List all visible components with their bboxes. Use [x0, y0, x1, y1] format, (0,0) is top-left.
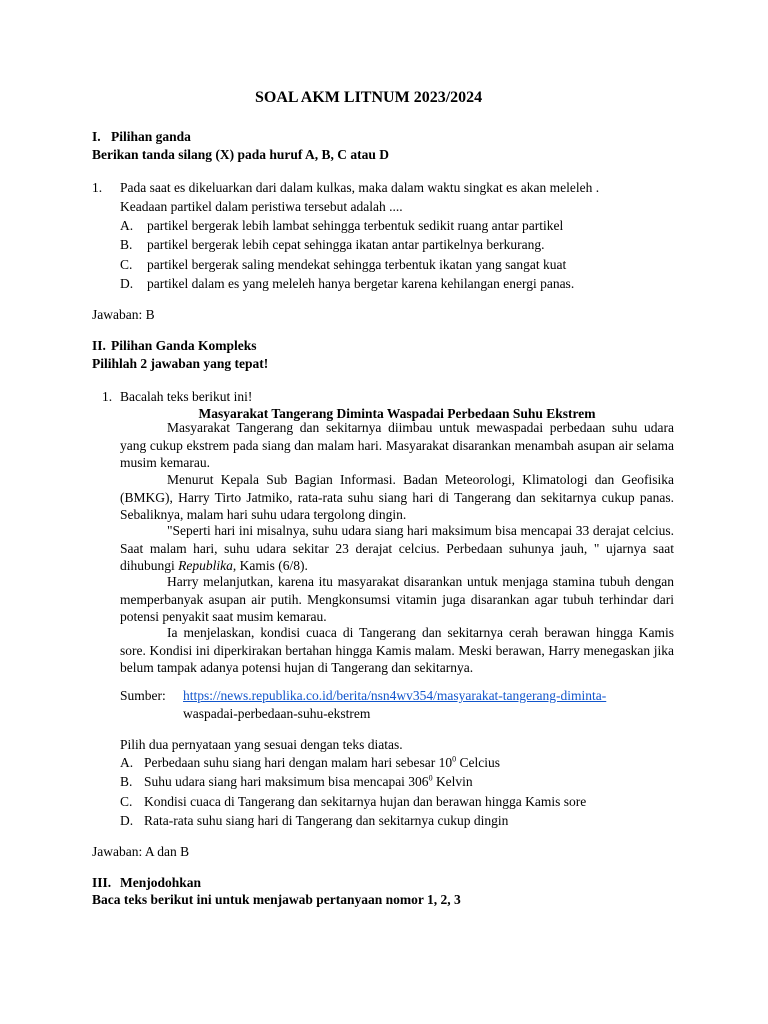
s2-option-b-unit: Kelvin [432, 774, 473, 789]
article-paragraph-3 [120, 522, 674, 575]
section2-number: II. [92, 338, 106, 353]
s1-option-d-text: partikel dalam es yang meleleh hanya bergetar karena kehilangan energi panas. [147, 276, 575, 291]
s2-option-c-letter: C. [120, 794, 133, 809]
s1-option-b-letter: B. [120, 237, 133, 252]
article-paragraph-3-text: "Seperti hari ini misalnya, suhu udara siang hari maksimum bisa mencapai 33 derajat celcius. Saat malam hari, suhu udara sekitar 23 derajat celcius. Perbedaan suhunya jauh, " ujarnya saat dihubungi [120, 523, 674, 573]
s2-option-a-main: Perbedaan suhu siang hari dengan malam hari sebesar 10 [144, 755, 453, 770]
s2-option-c-text: Kondisi cuaca di Tangerang dan sekitarnya hujan dan berawan hingga Kamis sore [144, 794, 587, 809]
s2-option-a-unit: Celcius [456, 755, 501, 770]
s2-option-a-letter: A. [120, 755, 134, 770]
article-paragraph-2: Menurut Kepala Sub Bagian Informasi. Badan Meteorologi, Klimatologi dan Geofisika (BMKG), Harry Tirto Jatmiko, rata-rata suhu siang hari di Tangerang dan sekitarnya cukup panas. Sebaliknya, malam hari suhu udara tergolong dingin. [120, 472, 674, 522]
s2-option-d-letter: D. [120, 813, 134, 828]
s1-answer: Jawaban: B [92, 307, 155, 322]
s2-question-number: 1. [102, 389, 113, 404]
s1-option-c-letter: C. [120, 257, 133, 272]
s2-question-intro: Bacalah teks berikut ini! [120, 389, 253, 404]
section1-instruction: Berikan tanda silang (X) pada huruf A, B, C atau D [92, 147, 390, 162]
s2-option-a-text [144, 753, 500, 772]
s1-question-line2: Keadaan partikel dalam peristiwa tersebut adalah .... [120, 199, 403, 214]
article-paragraph-4: Harry melanjutkan, karena itu masyarakat disarankan untuk menjaga stamina tubuh dengan memperbanyak asupan air putih. Mengkonsumsi vitamin juga disarankan agar tubuh terhindar dari potensi penyakit saat musim kemarau. [120, 574, 674, 624]
article-paragraph-3-end: , Kamis (6/8). [232, 558, 308, 573]
s2-option-b-degree: 0 [428, 773, 433, 783]
s1-option-c-text: partikel bergerak saling mendekat sehingga terbentuk ikatan yang sangat kuat [147, 257, 567, 272]
section3-heading: Menjodohkan [120, 875, 202, 890]
s1-option-d-letter: D. [120, 276, 134, 291]
s2-option-b-letter: B. [120, 774, 133, 789]
s2-option-a-degree: 0 [452, 754, 457, 764]
s1-question-line1: Pada saat es dikeluarkan dari dalam kulkas, maka dalam waktu singkat es akan meleleh . [120, 180, 600, 195]
page-title: SOAL AKM LITNUM 2023/2024 [255, 89, 483, 106]
s2-prompt: Pilih dua pernyataan yang sesuai dengan teks diatas. [120, 737, 403, 752]
s1-option-a-text: partikel bergerak lebih lambat sehingga terbentuk sedikit ruang antar partikel [147, 218, 564, 233]
s1-option-a-letter: A. [120, 218, 134, 233]
s2-option-b-main: Suhu udara siang hari maksimum bisa mencapai 306 [144, 774, 429, 789]
section2-instruction: Pilihlah 2 jawaban yang tepat! [92, 356, 269, 371]
s1-question-number: 1. [92, 180, 103, 195]
section1-heading: Pilihan ganda [111, 129, 191, 144]
article-paragraph-1: Masyarakat Tangerang dan sekitarnya diimbau untuk mewaspadai perbedaan suhu udara yang cukup ekstrem pada siang dan malam hari. Masyarakat disarankan menambah asupan air selama musim kemarau. [120, 420, 674, 470]
s1-option-b-text: partikel bergerak lebih cepat sehingga ikatan antar partikelnya berkurang. [147, 237, 545, 252]
article-paragraph-3-source: Republika [178, 558, 233, 573]
s2-option-d-text: Rata-rata suhu siang hari di Tangerang dan sekitarnya cukup dingin [144, 813, 509, 828]
article-paragraph-5: Ia menjelaskan, kondisi cuaca di Tangerang dan sekitarnya cerah berawan hingga Kamis sore. Kondisi ini diperkirakan bertahan hingga Kamis malam. Meski berawan, Harry menegaskan jika belum tampak adanya potensi hujan di Tangerang dan sekitarnya. [120, 625, 674, 675]
section1-number: I. [92, 129, 101, 144]
source-link-continued: waspadai-perbedaan-suhu-ekstrem [183, 706, 371, 721]
source-label: Sumber: [120, 688, 166, 703]
source-link[interactable]: https://news.republika.co.id/berita/nsn4wv354/masyarakat-tangerang-diminta- [183, 688, 607, 703]
s2-option-b-text [144, 772, 473, 791]
s2-answer: Jawaban: A dan B [92, 844, 190, 859]
section3-instruction: Baca teks berikut ini untuk menjawab pertanyaan nomor 1, 2, 3 [92, 892, 461, 907]
section3-number: III. [92, 875, 112, 890]
section2-heading: Pilihan Ganda Kompleks [111, 338, 257, 353]
article-title: Masyarakat Tangerang Diminta Waspadai Perbedaan Suhu Ekstrem [198, 406, 596, 421]
